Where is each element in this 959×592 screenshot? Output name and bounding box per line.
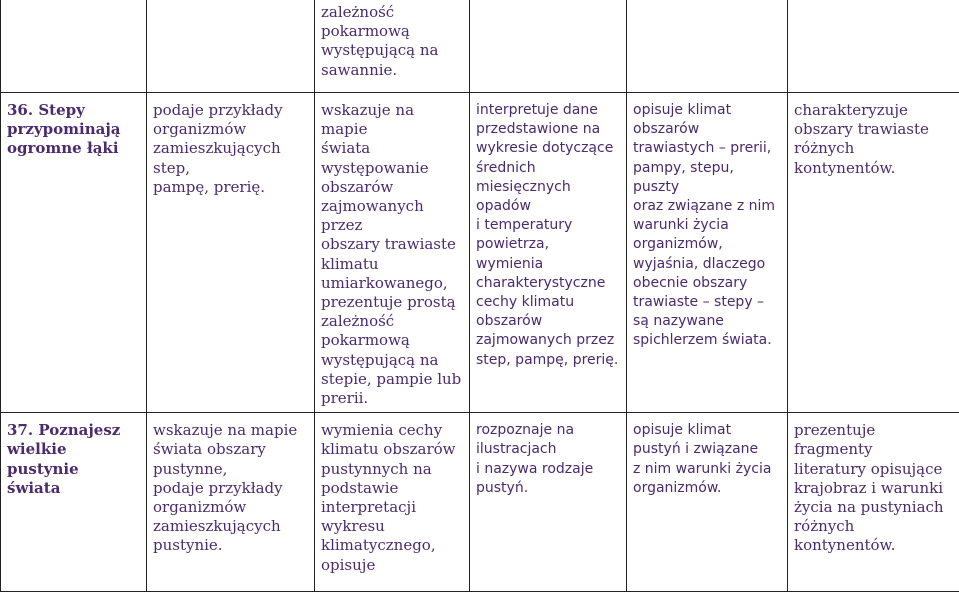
table-row	[1, 413, 959, 592]
topic-cell: 36. Stepy przypominają ogromne łąki	[1, 93, 147, 413]
level-cell: rozpoznaje na ilustracjach i nazywa rodzaje pustyń.	[470, 413, 627, 592]
level-cell: wskazuje na mapie świata występowanie obszarów zajmowanych przez obszary trawiaste klimatu umiarkowanego, prezentuje prostą zależność pokarmową występującą na stepie, pampie lub prerii.	[315, 93, 470, 413]
level-cell: zależność pokarmową występującą na sawannie.	[315, 0, 470, 93]
table-row	[1, 93, 959, 413]
level-cell	[470, 0, 627, 93]
topic-cell: 37. Poznajesz wielkie pustynie świata	[1, 413, 147, 592]
level-cell	[147, 0, 315, 93]
level-cell: podaje przykłady organizmów zamieszkujących step, pampę, prerię.	[147, 93, 315, 413]
level-cell: charakteryzuje obszary trawiaste różnych kontynentów.	[788, 93, 959, 413]
level-cell: opisuje klimat obszarów trawiastych – prerii, pampy, stepu, puszty oraz związane z nim warunki życia organizmów, wyjaśnia, dlaczego obecnie obszary trawiaste – stepy – są nazywane spichlerzem świata.	[627, 93, 788, 413]
level-cell: interpretuje dane przedstawione na wykresie dotyczące średnich miesięcznych opadów i temperatury powietrza, wymienia charakterystyczne cechy klimatu obszarów zajmowanych przez step, pampę, prerię.	[470, 93, 627, 413]
topic-cell	[1, 0, 147, 93]
level-cell: prezentuje fragmenty literatury opisujące krajobraz i warunki życia na pustyniach różnych kontynentów.	[788, 413, 959, 592]
table-row	[1, 0, 959, 93]
level-cell	[788, 0, 959, 93]
level-cell: wskazuje na mapie świata obszary pustynne, podaje przykłady organizmów zamieszkujących pustynie.	[147, 413, 315, 592]
level-cell	[627, 0, 788, 93]
level-cell: wymienia cechy klimatu obszarów pustynnych na podstawie interpretacji wykresu klimatycznego, opisuje	[315, 413, 470, 592]
level-cell: opisuje klimat pustyń i związane z nim warunki życia organizmów.	[627, 413, 788, 592]
